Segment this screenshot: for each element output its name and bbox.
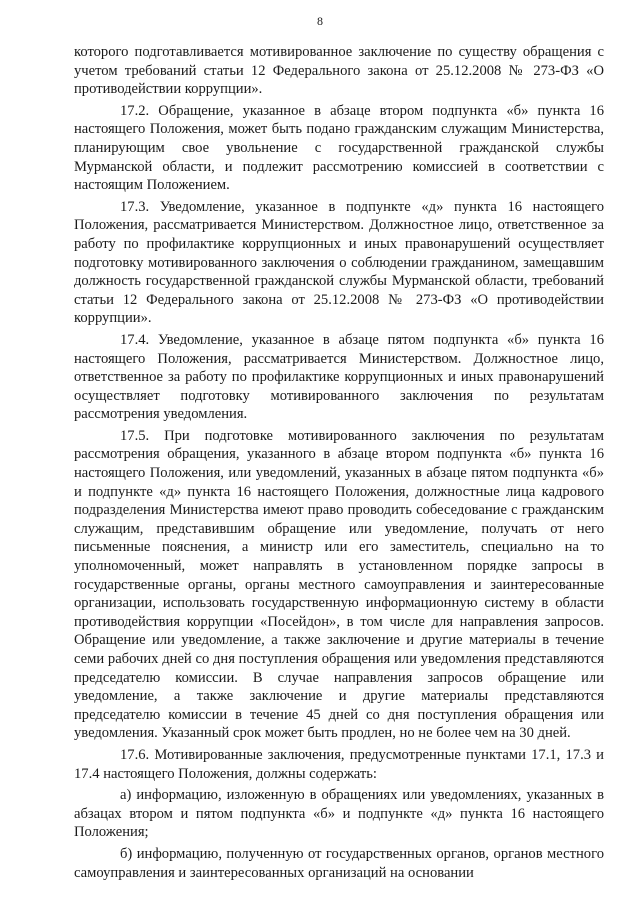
page-number: 8	[317, 14, 323, 28]
document-body	[74, 43, 604, 885]
paragraph-17-5: 17.5. При подготовке мотивированного заключения по результатам рассмотрения обращения, указанного в абзаце втором подпункта «б» пункта 16 настоящего Положения, или уведомлений, указанных в абзаце пятом подпункта «б» и подпункте «д» пункта 16 настоящего Положения, должностные лица кадрового подразделения Министерства имеют право проводить собеседование с гражданским служащим, представившим обращение или уведомление, получать от него письменные пояснения, а министр или его заместитель, специально на то уполномоченный, может направлять в установленном порядке запросы в государственные органы, органы местного самоуправления и заинтересованные организации, использовать государственную информационную систему в области противодействия коррупции «Посейдон», в том числе для направления запросов. Обращение или уведомление, а также заключение и другие материалы в течение семи рабочих дней со дня поступления обращения или уведомления представляются председателю комиссии. В случае направления запросов обращение или уведомление, а также заключение и другие материалы представляются председателю комиссии в течение 45 дней со дня поступления обращения или уведомления. Указанный срок может быть продлен, но не более чем на 30 дней.	[74, 427, 604, 742]
paragraph-continuation: которого подготавливается мотивированное заключение по существу обращения с учетом требований статьи 12 Федерального закона от 25.12.2008 № 273-ФЗ «О противодействии коррупции».	[74, 44, 604, 98]
paragraph-item-b: б) информацию, полученную от государственных органов, органов местного самоуправления и заинтересованных организаций на основании	[74, 845, 604, 881]
paragraph-17-6: 17.6. Мотивированные заключения, предусмотренные пунктами 17.1, 17.3 и 17.4 настоящего Положения, должны содержать:	[74, 746, 604, 782]
paragraph-17-3: 17.3. Уведомление, указанное в подпункте «д» пункта 16 настоящего Положения, рассматривается Министерством. Должностное лицо, ответственное за работу по профилактике коррупционных и иных правонарушений осуществляет подготовку мотивированного заключения о соблюдении гражданином, замещавшим должность государственной гражданской службы Мурманской области, требований статьи 12 Федерального закона от 25.12.2008 № 273-ФЗ «О противодействии коррупции».	[74, 198, 604, 327]
paragraph-item-a: а) информацию, изложенную в обращениях или уведомлениях, указанных в абзацах втором и пятом подпункта «б» и подпункте «д» пункта 16 настоящего Положения;	[74, 787, 604, 841]
paragraph-17-4: 17.4. Уведомление, указанное в абзаце пятом подпункта «б» пункта 16 настоящего Положения, рассматривается Министерством. Должностное лицо, ответственное за работу по профилактике коррупционных и иных правонарушений осуществляет подготовку мотивированного заключения по результатам рассмотрения уведомления.	[74, 331, 604, 423]
paragraph-17-2: 17.2. Обращение, указанное в абзаце втором подпункта «б» пункта 16 настоящего Положения, может быть подано гражданским служащим Министерства, планирующим свое увольнение с государственной гражданской службы Мурманской области, и подлежит рассмотрению комиссией в соответствии с настоящим Положением.	[74, 102, 604, 194]
